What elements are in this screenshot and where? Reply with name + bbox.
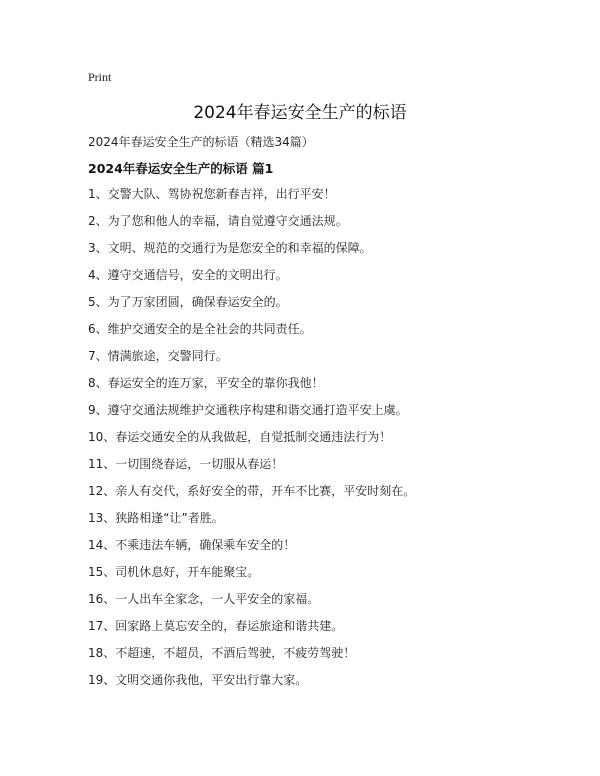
page-title: 2024年春运安全生产的标语 [193,103,407,123]
slogan-item: 8、春运安全的连万家，平安全的靠你我他！ [88,376,324,390]
slogan-item: 4、遵守交通信号，安全的文明出行。 [88,268,288,282]
slogan-item: 10、春运交通安全的从我做起，自觉抵制交通违法行为！ [88,430,392,444]
slogan-item: 9、遵守交通法规维护交通秩序构建和谐交通打造平安上虞。 [88,403,408,417]
slogan-item: 12、亲人有交代，系好安全的带，开车不比赛，平安时刻在。 [88,484,416,498]
slogan-item: 5、为了万家团圆，确保春运安全的。 [88,295,288,309]
slogan-list [88,186,415,699]
slogan-item: 18、不超速，不超员，不酒后驾驶，不疲劳驾驶！ [88,646,356,660]
slogan-item: 3、文明、规范的交通行为是您安全的和幸福的保障。 [88,241,372,255]
slogan-item: 17、回家路上莫忘安全的，春运旅途和谐共建。 [88,619,344,633]
slogan-item: 19、文明交通你我他，平安出行靠大家。 [88,673,308,687]
page-subtitle: 2024年春运安全生产的标语（精选34篇） [88,135,314,149]
slogan-item: 14、不乘违法车辆，确保乘车安全的！ [88,538,296,552]
section-heading: 2024年春运安全生产的标语 篇1 [88,161,274,176]
slogan-item: 7、情满旅途，交警同行。 [88,349,228,363]
slogan-item: 11、一切围绕春运，一切服从春运！ [88,457,284,471]
print-label: Print [88,70,112,84]
slogan-item: 16、一人出车全家念，一人平安全的家福。 [88,592,320,606]
slogan-item: 13、狭路相逢“让”者胜。 [88,511,224,525]
slogan-item: 15、司机休息好，开车能聚宝。 [88,565,260,579]
slogan-item: 2、为了您和他人的幸福，请自觉遵守交通法规。 [88,214,348,228]
slogan-item: 6、维护交通安全的是全社会的共同责任。 [88,322,312,336]
slogan-item: 1、交警大队、驾协祝您新春吉祥，出行平安！ [88,187,336,201]
